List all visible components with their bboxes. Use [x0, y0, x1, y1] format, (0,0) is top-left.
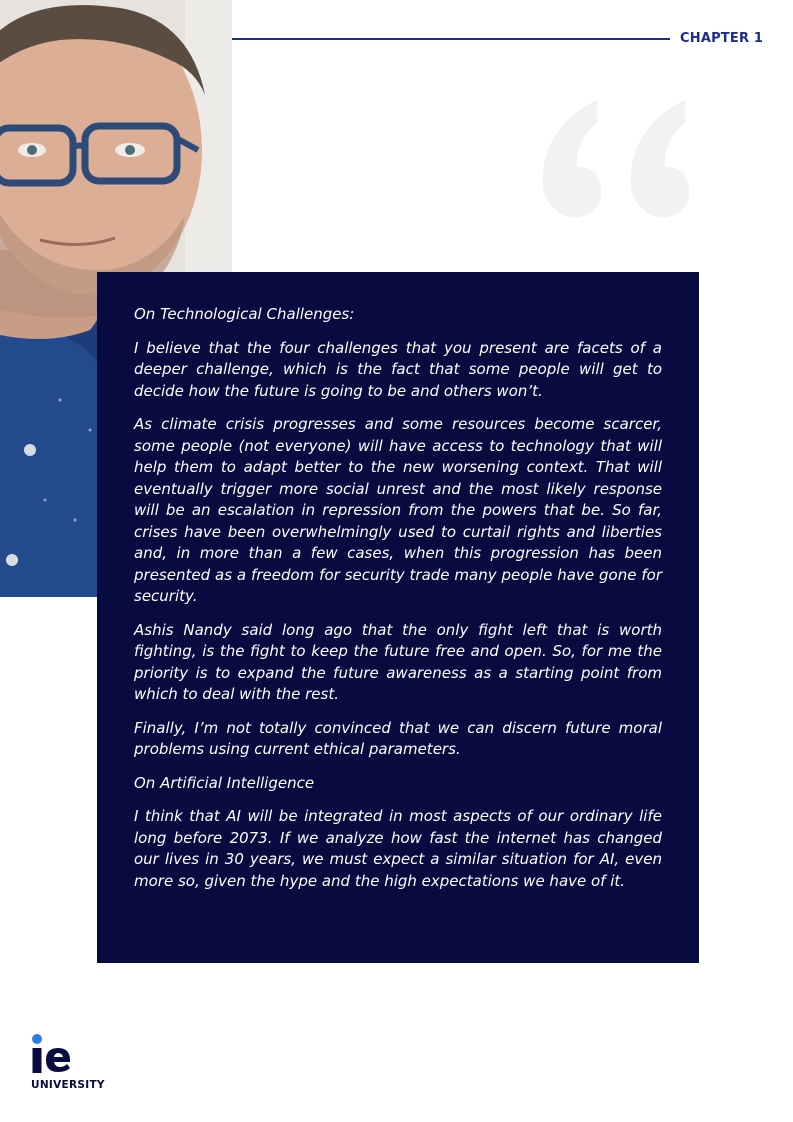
quote-paragraph: I think that AI will be integrated in most aspects of our ordinary life long before 2073. If we analyze how fast the internet has changed our lives in 30 years, we must expect a similar situation for AI, even more so, given the hype and the high expectations we have of it. [134, 807, 662, 890]
quote-mark-icon [535, 95, 705, 225]
quote-paragraph: I believe that the four challenges that you present are facets of a deeper challenge, which is the fact that some people will get to decide how the future is going to be and others won’t. [134, 338, 662, 400]
header-divider [232, 38, 670, 40]
logo-dot-icon [32, 1034, 42, 1044]
logo-wordmark: UNIVERSITY [31, 1079, 105, 1091]
quote-box [97, 272, 699, 963]
quote-paragraph: As climate crisis progresses and some resources become scarcer, some people (not everyone) will have access to technology that will help them to adapt better to the new worsening context. That will eventually trigger more social unrest and the most likely response will be an escalation in repression from the powers that be. So far, crises have been overwhelmingly used to curtail rights and liberties and, in more than a few cases, when this progression has been presented as a freedom for security trade many people have gone for security. [134, 415, 662, 605]
chapter-label: CHAPTER 1 [680, 31, 764, 46]
section-heading: On Artificial Intelligence [134, 773, 315, 792]
section-heading: On Technological Challenges: [134, 305, 355, 323]
quote-paragraph: Ashis Nandy said long ago that the only fight left that is worth fighting, is the fight to keep the future free and open. So, for me the priority is to expand the future awareness as a starting point from which to deal with the rest. [134, 620, 662, 703]
quote-paragraph: Finally, I’m not totally convinced that we can discern future moral problems using current ethical parameters. [134, 718, 662, 758]
